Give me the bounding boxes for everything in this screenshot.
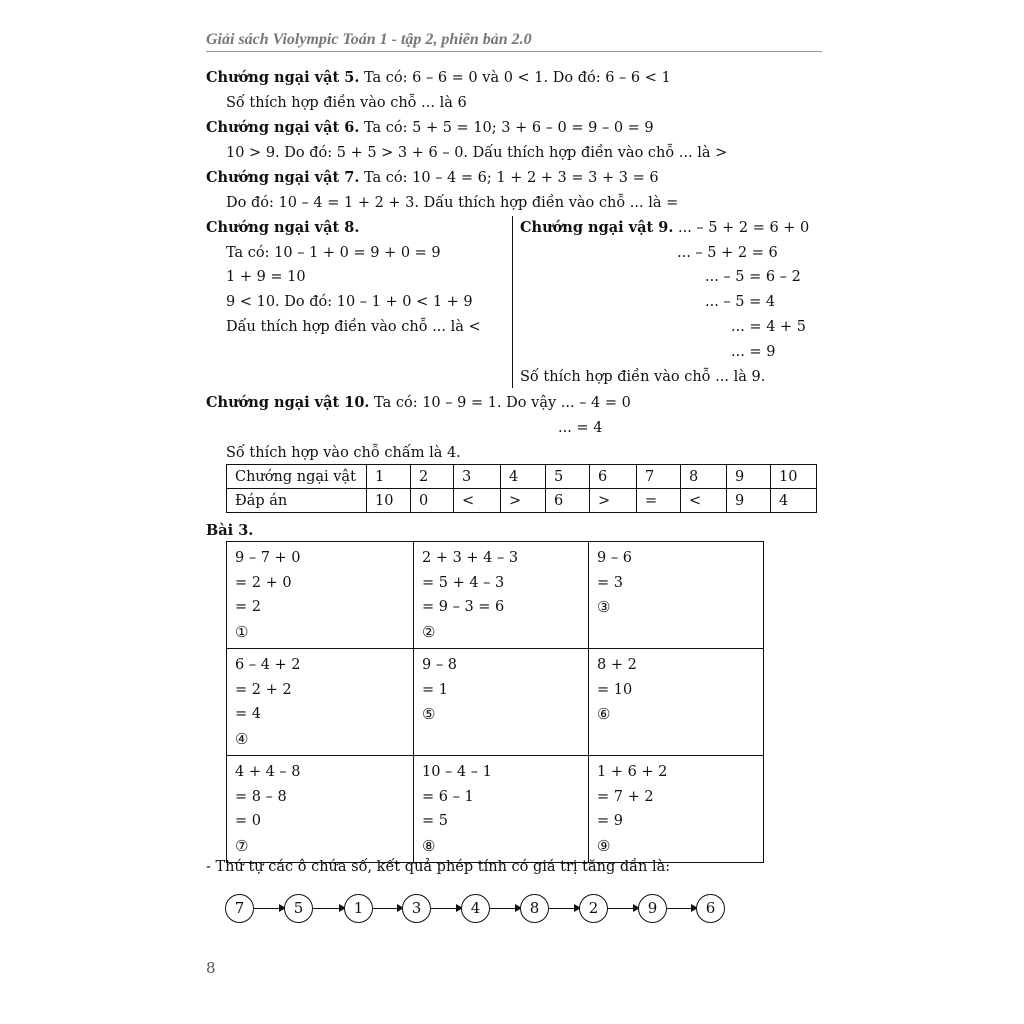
- cell-line: 6 – 4 + 2: [235, 657, 301, 673]
- cell-number-label: ④: [235, 729, 249, 748]
- answers-table: [226, 464, 817, 513]
- cell-line: 2 + 3 + 4 – 3: [422, 550, 519, 566]
- table-cell: =: [637, 489, 681, 513]
- cell-line: 9 – 7 + 0: [235, 550, 301, 566]
- grid-cell-5: [414, 649, 589, 756]
- table-row: [227, 489, 817, 513]
- cell-line: = 6 – 1: [422, 788, 474, 805]
- cv9-line0: [520, 219, 809, 237]
- grid-cell-6: [589, 649, 764, 756]
- cv9-conclusion: Số thích hợp điền vào chỗ ... là 9.: [520, 369, 766, 385]
- cell-line: = 10: [597, 681, 633, 698]
- grid-cell-2: [414, 542, 589, 649]
- running-header: Giải sách Violympic Toán 1 - tập 2, phiên bản 2.0: [206, 31, 532, 48]
- cell-line: = 5 + 4 – 3: [422, 574, 505, 591]
- grid-cell-8: [414, 756, 589, 863]
- table-cell: Chướng ngại vật: [227, 465, 367, 489]
- table-cell: 10: [367, 489, 411, 513]
- order-node-1: 7: [225, 894, 254, 923]
- order-description: - Thứ tự các ô chứa số, kết quả phép tính có giá trị tăng dần là:: [206, 859, 671, 875]
- order-node-2: 5: [284, 894, 313, 923]
- cell-line: = 8 – 8: [235, 788, 287, 805]
- cell-line: 4 + 4 – 8: [235, 764, 301, 780]
- cv10-title: Chướng ngại vật 10.: [206, 394, 370, 411]
- arrow-right-icon: [313, 908, 344, 909]
- table-row: [227, 542, 764, 649]
- arrow-right-icon: [608, 908, 638, 909]
- grid-cell-3: [589, 542, 764, 649]
- cell-number-label: ③: [597, 598, 611, 616]
- table-cell: <: [454, 489, 501, 513]
- cv9-line4: ... = 4 + 5: [731, 319, 807, 335]
- arrow-right-icon: [373, 908, 402, 909]
- cell-line: = 3: [597, 574, 623, 591]
- cv7-text: Ta có: 10 – 4 = 6; 1 + 2 + 3 = 3 + 3 = 6: [359, 170, 659, 186]
- table-row: [227, 465, 817, 489]
- page-number: 8: [206, 959, 216, 977]
- cell-line: = 2 + 2: [235, 681, 292, 698]
- order-node-3: 1: [344, 894, 373, 923]
- cell-line: = 9: [597, 813, 623, 829]
- cell-line: = 2 + 0: [235, 574, 292, 591]
- table-cell: 9: [727, 465, 771, 489]
- cv5-line2: Số thích hợp điền vào chỗ ... là 6: [226, 95, 467, 111]
- cell-line: = 1: [422, 681, 448, 698]
- cv5-title: Chướng ngại vật 5.: [206, 69, 360, 86]
- cv7-title: Chướng ngại vật 7.: [206, 169, 360, 186]
- cell-number-label: ⑤: [422, 705, 436, 723]
- cv10-line3: Số thích hợp vào chỗ chấm là 4.: [226, 445, 461, 461]
- table-cell: 6: [546, 489, 590, 513]
- table-cell: <: [681, 489, 727, 513]
- cell-line: = 2: [235, 599, 261, 615]
- table-cell: 9: [727, 489, 771, 513]
- bai3-title: [206, 522, 253, 540]
- cell-number-label: ⑥: [597, 705, 611, 723]
- order-node-4: 3: [402, 894, 431, 923]
- arrow-right-icon: [490, 908, 520, 909]
- cv8-line1: Ta có: 10 – 1 + 0 = 9 + 0 = 9: [226, 245, 441, 261]
- table-cell: 4: [501, 465, 546, 489]
- header-rule: [206, 51, 822, 52]
- table-cell: 4: [771, 489, 817, 513]
- arrow-right-icon: [549, 908, 579, 909]
- order-node-5: 4: [461, 894, 490, 923]
- table-cell: >: [501, 489, 546, 513]
- cv7-line2: Do đó: 10 – 4 = 1 + 2 + 3. Dấu thích hợp điền vào chỗ ... là =: [226, 195, 679, 211]
- cv9-line2: ... – 5 = 6 – 2: [705, 269, 801, 285]
- table-cell: Đáp án: [227, 489, 367, 513]
- cell-line: = 9 – 3 = 6: [422, 599, 505, 615]
- bai3-grid: [226, 541, 764, 863]
- cv5-text: Ta có: 6 – 6 = 0 và 0 < 1. Do đó: 6 – 6 < 1: [359, 70, 671, 86]
- cv10-text: Ta có: 10 – 9 = 1. Do vậy ... – 4 = 0: [369, 395, 631, 411]
- table-cell: 1: [367, 465, 411, 489]
- cv9-line3: ... – 5 = 4: [705, 294, 776, 310]
- cell-line: = 7 + 2: [597, 788, 654, 805]
- cell-number-label: ⑦: [235, 836, 249, 855]
- table-row: [227, 649, 764, 756]
- column-separator: [512, 216, 513, 388]
- order-node-8: 9: [638, 894, 667, 923]
- cell-line: = 0: [235, 813, 261, 829]
- table-cell: 5: [546, 465, 590, 489]
- cv6-line2: 10 > 9. Do đó: 5 + 5 > 3 + 6 – 0. Dấu thích hợp điền vào chỗ ... là >: [226, 145, 728, 161]
- cv6-text: Ta có: 5 + 5 = 10; 3 + 6 – 0 = 9 – 0 = 9: [359, 120, 654, 136]
- cv6-line1: [206, 119, 654, 137]
- cv5-line1: [206, 69, 671, 87]
- table-cell: 3: [454, 465, 501, 489]
- cv8-title: [206, 219, 359, 237]
- cv7-line1: [206, 169, 659, 187]
- cell-number-label: ②: [422, 622, 436, 641]
- grid-cell-4: [227, 649, 414, 756]
- table-cell: 7: [637, 465, 681, 489]
- order-node-7: 2: [579, 894, 608, 923]
- cell-line: 9 – 8: [422, 657, 457, 673]
- table-row: [227, 756, 764, 863]
- arrow-right-icon: [431, 908, 461, 909]
- cv9-line1: ... – 5 + 2 = 6: [677, 245, 778, 261]
- cell-line: = 4: [235, 706, 261, 722]
- grid-cell-9: [589, 756, 764, 863]
- cell-number-label: ⑧: [422, 836, 436, 855]
- grid-cell-7: [227, 756, 414, 863]
- bai3-title-text: Bài 3.: [206, 522, 254, 539]
- cell-number-label: ⑨: [597, 836, 611, 855]
- cv8-line3: 9 < 10. Do đó: 10 – 1 + 0 < 1 + 9: [226, 294, 473, 310]
- table-cell: 2: [411, 465, 454, 489]
- table-cell: 10: [771, 465, 817, 489]
- cell-number-label: ①: [235, 622, 249, 641]
- cell-line: = 5: [422, 813, 448, 829]
- cv8-line2: 1 + 9 = 10: [226, 269, 306, 285]
- arrow-right-icon: [254, 908, 284, 909]
- cv9-line5: ... = 9: [731, 344, 776, 360]
- table-cell: 8: [681, 465, 727, 489]
- cell-line: 1 + 6 + 2: [597, 764, 668, 780]
- arrow-right-icon: [667, 908, 696, 909]
- table-cell: 0: [411, 489, 454, 513]
- cell-line: 10 – 4 – 1: [422, 764, 492, 780]
- order-node-9: 6: [696, 894, 725, 923]
- cv10-line2: ... = 4: [558, 420, 603, 436]
- cv8-title-text: Chướng ngại vật 8.: [206, 219, 360, 236]
- grid-cell-1: [227, 542, 414, 649]
- table-cell: >: [590, 489, 637, 513]
- cell-line: 8 + 2: [597, 657, 637, 673]
- cv9-title: Chướng ngại vật 9.: [520, 219, 674, 236]
- order-node-6: 8: [520, 894, 549, 923]
- cell-line: 9 – 6: [597, 550, 632, 566]
- cv10-line1: [206, 394, 631, 412]
- cv8-line4: Dấu thích hợp điền vào chỗ ... là <: [226, 319, 481, 335]
- cv6-title: Chướng ngại vật 6.: [206, 119, 360, 136]
- cv9-text: ... – 5 + 2 = 6 + 0: [673, 220, 810, 236]
- table-cell: 6: [590, 465, 637, 489]
